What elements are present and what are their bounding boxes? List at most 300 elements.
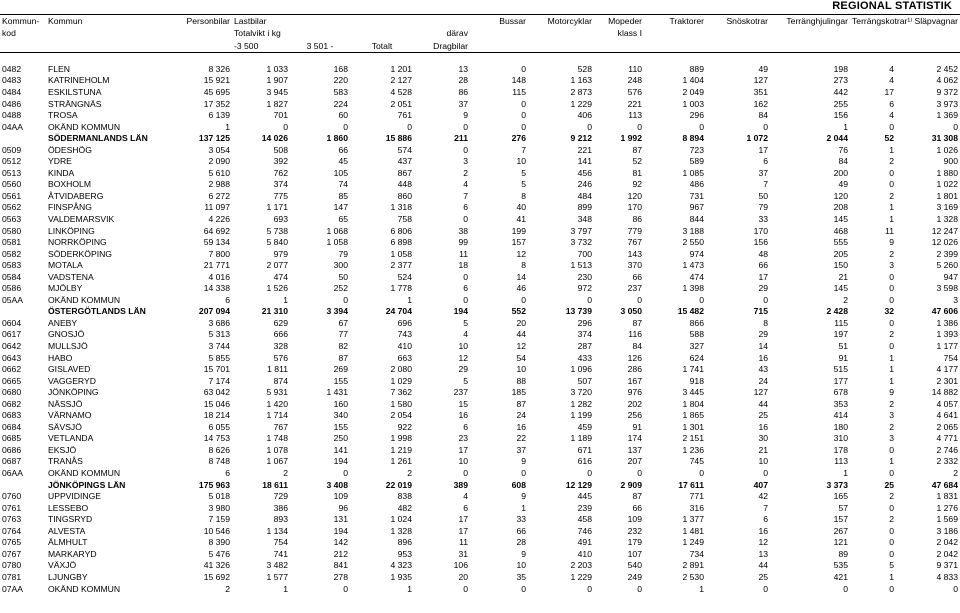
county-total-row — [0, 306, 960, 318]
kommun-name-cell: TROSA — [48, 110, 78, 121]
value-cell: 107 — [627, 548, 642, 559]
table-row — [0, 549, 960, 561]
value-cell: 126 — [627, 352, 642, 363]
table-row — [0, 318, 960, 330]
kommun-name-cell: ÄLMHULT — [48, 537, 88, 548]
value-cell: 49 — [838, 179, 848, 190]
value-cell: 0 — [889, 179, 894, 190]
kommun-name-cell: OKÄND KOMMUN — [48, 294, 121, 305]
header-cell — [706, 27, 770, 39]
value-cell: 13 — [458, 63, 468, 74]
kommun-code-cell: 0682 — [2, 398, 22, 409]
value-cell: 8 — [521, 260, 526, 271]
value-cell: 370 — [627, 260, 642, 271]
value-cell: 156 — [833, 110, 848, 121]
value-cell: 15 886 — [385, 133, 412, 144]
value-cell: 109 — [333, 491, 348, 502]
kommun-name-cell: FLEN — [48, 63, 70, 74]
kommun-code-cell: 0582 — [2, 248, 22, 259]
value-cell: 18 611 — [262, 479, 288, 490]
value-cell: 25 — [758, 410, 768, 421]
value-cell: 24 704 — [385, 306, 412, 317]
value-cell: 0 — [843, 583, 848, 594]
value-cell: 18 — [458, 260, 468, 271]
value-cell: 10 546 — [203, 525, 230, 536]
value-cell: 663 — [397, 352, 412, 363]
value-cell: 24 — [758, 375, 768, 386]
value-cell: 237 — [453, 387, 468, 398]
value-cell: 0 — [463, 121, 468, 132]
kommun-name-cell: ANEBY — [48, 317, 78, 328]
kommun-code-cell: 0685 — [2, 433, 22, 444]
value-cell: 734 — [689, 548, 704, 559]
value-cell: 2 077 — [266, 260, 288, 271]
value-cell: 508 — [273, 144, 288, 155]
value-cell: 17 — [458, 514, 468, 525]
value-cell: 4 — [889, 75, 894, 86]
table-row — [0, 341, 960, 353]
value-cell: 35 — [516, 571, 526, 582]
value-cell: 1 033 — [266, 63, 288, 74]
value-cell: 15 482 — [677, 306, 704, 317]
value-cell: 14 — [758, 341, 768, 352]
value-cell: 723 — [689, 144, 704, 155]
header-cell: Dragbilar — [414, 40, 470, 53]
value-cell: 91 — [838, 352, 848, 363]
value-cell: 9 — [889, 237, 894, 248]
value-cell: 194 — [453, 306, 468, 317]
table-row — [0, 122, 960, 134]
value-cell: 18 214 — [203, 410, 230, 421]
table-row — [0, 329, 960, 341]
value-cell: 1 236 — [682, 444, 704, 455]
value-cell: 1 580 — [390, 398, 412, 409]
header-cell: Kommun- — [0, 15, 46, 28]
value-cell: 12 129 — [565, 479, 592, 490]
kommun-code-cell: 0680 — [2, 387, 22, 398]
header-cell — [470, 40, 528, 53]
value-cell: 0 — [763, 121, 768, 132]
header-cell: Bussar — [470, 15, 528, 28]
value-cell: 82 — [338, 341, 348, 352]
value-cell: 11 — [459, 537, 468, 548]
value-cell: 156 — [753, 237, 768, 248]
value-cell: 24 — [516, 410, 526, 421]
value-cell: 85 — [338, 190, 348, 201]
kommun-code-cell: 0683 — [2, 410, 22, 421]
value-cell: 5 018 — [208, 491, 230, 502]
table-row — [0, 572, 960, 584]
value-cell: 4 641 — [936, 410, 958, 421]
value-cell: 392 — [273, 156, 288, 167]
kommun-code-cell — [0, 480, 46, 492]
value-cell: 115 — [834, 317, 848, 328]
value-cell: 0 — [463, 144, 468, 155]
value-cell: 3 169 — [936, 202, 958, 213]
value-cell: 142 — [333, 537, 348, 548]
kommun-code-cell: 0687 — [2, 456, 22, 467]
value-cell: 3 — [889, 260, 894, 271]
value-cell: 9 — [521, 548, 526, 559]
value-cell: 74 — [338, 179, 348, 190]
header-row-3 — [0, 40, 960, 53]
value-cell: 5 855 — [208, 352, 230, 363]
value-cell: 45 695 — [203, 86, 230, 97]
value-cell: 12 — [458, 352, 468, 363]
kommun-code-cell: 0764 — [2, 525, 22, 536]
value-cell: 51 — [838, 341, 848, 352]
value-cell: 12 — [516, 248, 526, 259]
value-cell: 1 778 — [390, 283, 412, 294]
value-cell: 127 — [753, 387, 768, 398]
table-row — [0, 283, 960, 295]
kommun-code-cell: 0484 — [2, 86, 22, 97]
value-cell: 86 — [632, 214, 642, 224]
value-cell: 5 — [463, 375, 468, 386]
kommun-code-cell: 0483 — [2, 75, 22, 86]
value-cell: 99 — [458, 237, 468, 248]
value-cell: 1 199 — [570, 410, 592, 421]
value-cell: 0 — [463, 294, 468, 305]
header-cell — [528, 27, 594, 39]
value-cell: 762 — [273, 167, 288, 178]
value-cell: 731 — [689, 190, 704, 201]
kommun-code-cell: 06AA — [2, 468, 24, 479]
kommun-name-cell: TINGSRYD — [48, 514, 93, 525]
header-cell — [470, 27, 528, 39]
value-cell: 2 550 — [682, 237, 704, 248]
value-cell: 21 310 — [261, 306, 288, 317]
value-cell: 1 068 — [326, 225, 348, 236]
value-cell: 974 — [689, 248, 704, 259]
value-cell: 389 — [453, 479, 468, 490]
table-header — [0, 15, 960, 53]
spacer-row — [0, 52, 960, 64]
value-cell: 1 072 — [746, 133, 768, 144]
value-cell: 754 — [273, 537, 288, 548]
value-cell: 1 177 — [936, 341, 958, 352]
table-row — [0, 99, 960, 111]
value-cell: 41 — [516, 214, 526, 224]
value-cell: 17 — [458, 444, 468, 455]
value-cell: 21 771 — [203, 260, 230, 271]
value-cell: 0 — [889, 271, 894, 282]
value-cell: 77 — [338, 329, 348, 340]
value-cell: 12 — [516, 341, 526, 352]
value-cell: 137 125 — [198, 133, 230, 144]
value-cell: 33 — [758, 214, 768, 224]
value-cell: 17 — [758, 271, 768, 282]
value-cell: 13 — [758, 548, 768, 559]
table-body — [0, 52, 960, 595]
kommun-name-cell: FINSPÅNG — [48, 202, 92, 213]
value-cell: 197 — [833, 329, 848, 340]
kommun-code-cell: 0617 — [2, 329, 22, 340]
value-cell: 7 159 — [208, 514, 230, 525]
header-cell: -3 500 — [232, 40, 290, 53]
value-cell: 327 — [689, 341, 704, 352]
value-cell: 474 — [689, 271, 704, 282]
value-cell: 14 — [516, 271, 526, 282]
value-cell: 353 — [833, 398, 848, 409]
value-cell: 0 — [587, 294, 592, 305]
value-cell: 17 — [884, 86, 894, 97]
value-cell: 5 840 — [266, 237, 288, 248]
header-cell — [896, 27, 960, 39]
kommun-code-cell: 05AA — [2, 294, 24, 305]
value-cell: 200 — [833, 167, 848, 178]
value-cell: 167 — [627, 375, 642, 386]
header-cell: Totalt — [350, 40, 414, 53]
kommun-code-cell: 0560 — [2, 179, 22, 190]
kommun-name-cell: VÄRNAMO — [48, 410, 92, 421]
table-row — [0, 537, 960, 549]
value-cell: 286 — [627, 364, 642, 375]
header-cell: Motorcyklar — [528, 15, 594, 28]
kommun-code-cell: 0486 — [2, 98, 22, 109]
value-cell: 84 — [758, 110, 768, 121]
value-cell: 1 134 — [266, 525, 288, 536]
value-cell: 1 219 — [390, 444, 412, 455]
value-cell: 49 — [758, 63, 768, 74]
value-cell: 106 — [453, 560, 468, 571]
kommun-name-cell: SÄVSJÖ — [48, 421, 82, 432]
value-cell: 0 — [637, 468, 642, 479]
value-cell: 2 746 — [936, 444, 958, 455]
value-cell: 524 — [397, 271, 412, 282]
value-cell: 127 — [753, 75, 768, 86]
value-cell: 43 — [758, 364, 768, 375]
table-row — [0, 168, 960, 180]
kommun-name-cell: EKSJÖ — [48, 444, 77, 455]
value-cell: 7 800 — [208, 248, 230, 259]
value-cell: 2 — [889, 514, 894, 525]
kommun-name-cell: NÄSSJÖ — [48, 398, 83, 409]
value-cell: 0 — [889, 548, 894, 559]
value-cell: 340 — [333, 410, 348, 421]
value-cell: 0 — [889, 121, 894, 132]
kommun-code-cell: 0583 — [2, 260, 22, 271]
value-cell: 3 945 — [266, 86, 288, 97]
kommun-name-cell: GNOSJÖ — [48, 329, 85, 340]
table-row — [0, 75, 960, 87]
header-cell: klass I — [617, 28, 642, 39]
value-cell: 31 308 — [931, 133, 958, 144]
kommun-code-cell: 0686 — [2, 444, 22, 455]
kommun-code-cell: 0563 — [2, 214, 22, 224]
value-cell: 0 — [463, 583, 468, 594]
header-cell: Lastbilar — [232, 15, 290, 28]
value-cell: 41 326 — [203, 560, 230, 571]
value-cell: 86 — [458, 86, 468, 97]
value-cell: 3 598 — [936, 283, 958, 294]
value-cell: 194 — [333, 525, 348, 536]
value-cell: 115 — [512, 86, 526, 97]
value-cell: 6 — [225, 468, 230, 479]
value-cell: 3 980 — [208, 502, 230, 513]
kommun-name-cell: VAGGERYD — [48, 375, 96, 386]
value-cell: 0 — [699, 468, 704, 479]
kommun-code-cell: 0509 — [2, 144, 22, 155]
value-cell: 91 — [632, 421, 642, 432]
value-cell: 1 398 — [682, 283, 704, 294]
header-cell — [46, 40, 158, 53]
value-cell: 160 — [333, 398, 348, 409]
value-cell: 141 — [577, 156, 592, 167]
value-cell: 9 — [521, 456, 526, 467]
value-cell: 170 — [753, 225, 768, 236]
table-row — [0, 584, 960, 596]
value-cell: 1 171 — [266, 202, 288, 213]
value-cell: 0 — [587, 468, 592, 479]
kommun-code-cell — [0, 133, 46, 145]
value-cell: 758 — [397, 214, 412, 224]
value-cell: 16 — [758, 525, 768, 536]
value-cell: 7 — [463, 190, 468, 201]
value-cell: 844 — [689, 214, 704, 224]
value-cell: 47 684 — [931, 479, 958, 490]
value-cell: 0 — [953, 121, 958, 132]
kommun-code-cell — [0, 306, 46, 318]
value-cell: 0 — [637, 294, 642, 305]
kommun-name-cell: VÄXJÖ — [48, 560, 77, 571]
value-cell: 9 — [521, 491, 526, 502]
kommun-code-cell: 0512 — [2, 156, 22, 167]
value-cell: 1 513 — [570, 260, 592, 271]
value-cell: 87 — [632, 144, 642, 155]
value-cell: 1 — [407, 294, 412, 305]
value-cell: 482 — [397, 502, 412, 513]
kommun-code-cell: 0581 — [2, 237, 22, 248]
value-cell: 1 — [843, 468, 848, 479]
value-cell: 406 — [577, 110, 592, 121]
kommun-name-cell: UPPVIDINGE — [48, 491, 102, 502]
value-cell: 2 428 — [826, 306, 848, 317]
table-row — [0, 422, 960, 434]
kommun-code-cell: 0662 — [2, 364, 22, 375]
value-cell: 10 — [516, 156, 526, 167]
value-cell: 2 — [283, 468, 288, 479]
value-cell: 0 — [463, 271, 468, 282]
value-cell: 120 — [627, 190, 642, 201]
value-cell: 953 — [397, 548, 412, 559]
value-cell: 66 — [632, 502, 642, 513]
value-cell: 1 404 — [682, 75, 704, 86]
value-cell: 170 — [627, 202, 642, 213]
value-cell: 0 — [343, 121, 348, 132]
value-cell: 5 — [889, 560, 894, 571]
kommun-code-cell: 0586 — [2, 283, 22, 294]
value-cell: 979 — [273, 248, 288, 259]
value-cell: 6 — [763, 514, 768, 525]
value-cell: 976 — [627, 387, 642, 398]
value-cell: 88 — [516, 375, 526, 386]
kommun-code-cell: 0482 — [2, 63, 22, 74]
value-cell: 13 739 — [565, 306, 592, 317]
kommun-name-cell: ÅTVIDABERG — [48, 190, 104, 201]
kommun-name-cell: VADSTENA — [48, 271, 94, 282]
value-cell: 0 — [521, 468, 526, 479]
value-cell: 1 714 — [266, 410, 288, 421]
header-cell — [350, 27, 414, 39]
value-cell: 7 — [521, 144, 526, 155]
table-row — [0, 272, 960, 284]
value-cell: 486 — [689, 179, 704, 190]
value-cell: 899 — [577, 202, 592, 213]
value-cell: 1 801 — [936, 190, 958, 201]
value-cell: 1 526 — [266, 283, 288, 294]
value-cell: 0 — [699, 121, 704, 132]
value-cell: 3 394 — [326, 306, 348, 317]
kommun-name-cell: YDRE — [48, 156, 72, 167]
value-cell: 540 — [627, 560, 642, 571]
value-cell: 232 — [627, 525, 642, 536]
value-cell: 328 — [273, 341, 288, 352]
value-cell: 4 771 — [936, 433, 958, 444]
value-cell: 1 577 — [266, 571, 288, 582]
value-cell: 515 — [833, 364, 848, 375]
value-cell: 588 — [689, 329, 704, 340]
value-cell: 1 992 — [620, 133, 642, 144]
value-cell: 10 — [458, 341, 468, 352]
header-cell — [350, 15, 414, 28]
value-cell: 17 611 — [678, 479, 704, 490]
value-cell: 15 — [458, 398, 468, 409]
value-cell: 484 — [577, 190, 592, 201]
value-cell: 15 701 — [203, 364, 230, 375]
value-cell: 1 386 — [936, 317, 958, 328]
value-cell: 3 373 — [826, 479, 848, 490]
value-cell: 52 — [884, 133, 894, 144]
value-cell: 224 — [333, 98, 348, 109]
value-cell: 45 — [338, 156, 348, 167]
value-cell: 28 — [458, 75, 468, 86]
value-cell: 46 — [516, 283, 526, 294]
value-cell: 0 — [889, 525, 894, 536]
value-cell: 198 — [833, 63, 848, 74]
value-cell: 8 748 — [208, 456, 230, 467]
value-cell: 0 — [521, 121, 526, 132]
value-cell: 67 — [338, 317, 348, 328]
value-cell: 113 — [834, 456, 848, 467]
kommun-name-cell: ESKILSTUNA — [48, 86, 102, 97]
value-cell: 10 — [458, 456, 468, 467]
value-cell: 252 — [333, 283, 348, 294]
value-cell: 44 — [516, 329, 526, 340]
value-cell: 5 610 — [208, 167, 230, 178]
value-cell: 967 — [689, 202, 704, 213]
value-cell: 66 — [632, 271, 642, 282]
value-cell: 113 — [628, 110, 642, 121]
value-cell: 6 055 — [208, 421, 230, 432]
value-cell: 589 — [689, 156, 704, 167]
value-cell: 2 090 — [208, 156, 230, 167]
value-cell: 1 058 — [326, 237, 348, 248]
value-cell: 0 — [521, 294, 526, 305]
value-cell: 316 — [689, 502, 704, 513]
value-cell: 6 — [463, 202, 468, 213]
value-cell: 0 — [521, 583, 526, 594]
value-cell: 0 — [463, 468, 468, 479]
value-cell: 1 — [521, 502, 526, 513]
value-cell: 2 — [889, 248, 894, 259]
value-cell: 121 — [833, 537, 848, 548]
kommun-name-cell: GISLAVED — [48, 364, 91, 375]
value-cell: 11 097 — [204, 202, 230, 213]
value-cell: 1 827 — [266, 98, 288, 109]
value-cell: 947 — [943, 271, 958, 282]
value-cell: 16 — [516, 421, 526, 432]
